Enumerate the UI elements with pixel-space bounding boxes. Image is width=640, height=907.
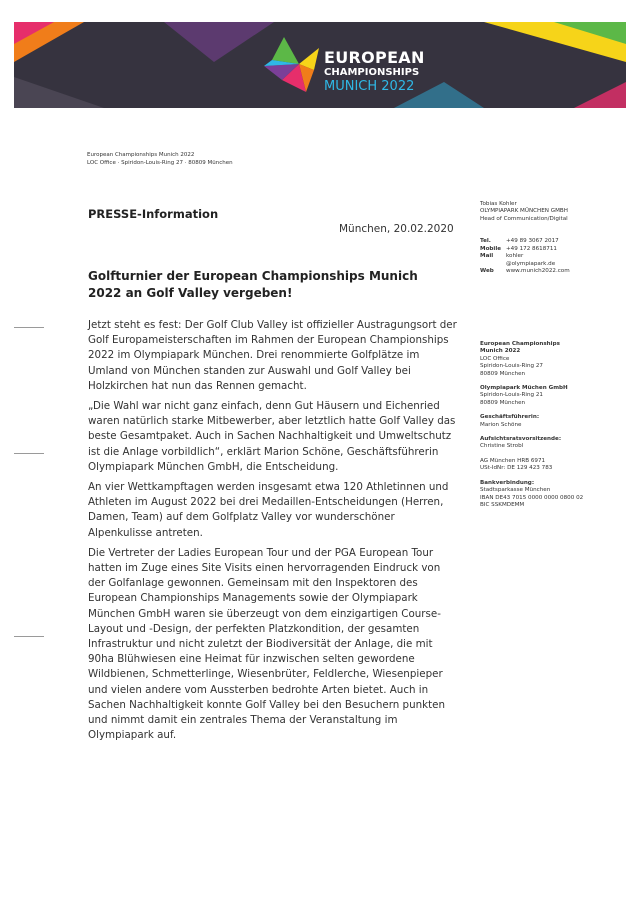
managing-director-label: Geschäftsführerin: bbox=[480, 414, 540, 421]
banner-graphic bbox=[14, 22, 626, 108]
contact-mobile: +49 172 8618711 bbox=[506, 245, 557, 252]
contact-label: Web bbox=[480, 268, 494, 275]
contact-web: www.munich2022.com bbox=[506, 268, 570, 275]
sender-line: European Championships Munich 2022 bbox=[87, 152, 195, 158]
logo-line-munich: MUNICH 2022 bbox=[324, 79, 415, 94]
contact-row bbox=[480, 253, 570, 261]
board-chair-label: Aufsichtsratsvorsitzende: bbox=[480, 436, 562, 443]
hole-punch-mark bbox=[14, 453, 44, 454]
document-label: PRESSE-Information bbox=[88, 207, 219, 221]
org-block bbox=[480, 341, 630, 378]
contact-mail: kohler bbox=[506, 253, 524, 260]
org-address-line: 80809 München bbox=[480, 399, 526, 406]
contact-label: Mobile bbox=[480, 245, 502, 252]
org-name: European Championships bbox=[480, 341, 560, 347]
contact-mail-domain: @olympiapark.de bbox=[506, 260, 556, 267]
contact-label: Tel. bbox=[480, 238, 491, 244]
banner-corner-grey bbox=[14, 77, 104, 108]
contact-label bbox=[480, 261, 506, 269]
logo-line-championships: CHAMPIONSHIPS bbox=[324, 67, 420, 78]
contact-row bbox=[480, 261, 570, 269]
sender-line: LOC Office · Spiridon-Louis-Ring 27 · 80809 München bbox=[87, 159, 233, 166]
contact-phone: +49 89 3067 2017 bbox=[506, 238, 559, 244]
bank-line: IBAN DE43 7015 0000 0000 0800 02 bbox=[480, 494, 584, 501]
fold-mark bbox=[14, 636, 44, 637]
org-block bbox=[480, 385, 630, 407]
org-address-line: LOC Office bbox=[480, 355, 510, 362]
registration-line: USt-IdNr: DE 129 423 783 bbox=[480, 465, 553, 472]
document-date: München, 20.02.2020 bbox=[339, 223, 454, 235]
org-address-line: Spiridon-Louis-Ring 27 bbox=[480, 363, 543, 370]
contact-row bbox=[480, 246, 570, 254]
bank-block bbox=[480, 480, 630, 510]
board-chair-block bbox=[480, 436, 630, 451]
logo-line-european: EUROPEAN bbox=[324, 48, 425, 67]
managing-director-name: Marion Schöne bbox=[480, 421, 522, 428]
press-body bbox=[88, 318, 460, 743]
org-address-line: 80809 München bbox=[480, 370, 526, 377]
bank-label: Bankverbindung: bbox=[480, 479, 535, 486]
body-paragraph: „Die Wahl war nicht ganz einfach, denn Gut Häusern und Eichenried waren natürlich starke Mitbewerber, aber letztlich hatte Golf Valley das beste Gesamtpaket. Auch in Sachen Nachhaltigkeit und Umweltschutz ist die Anlage vorbildlich“, erklärt Marion Schöne, Geschäftsführerin Olympiapark München GmbH, die Entscheidung. bbox=[88, 400, 456, 473]
org-name: Olympiapark Müchen GmbH bbox=[480, 385, 568, 392]
banner-stripe-purple bbox=[164, 22, 274, 62]
registration-block bbox=[480, 458, 630, 473]
championships-star-logo-icon bbox=[264, 37, 319, 92]
contact-details bbox=[480, 238, 570, 276]
company-sidebar bbox=[480, 341, 630, 516]
fold-mark bbox=[14, 327, 44, 328]
contact-label: Mail bbox=[480, 253, 494, 260]
contact-company: OLYMPIAPARK MÜNCHEN GMBH bbox=[480, 208, 568, 215]
body-paragraph: An vier Wettkampftagen werden insgesamt etwa 120 Athletinnen und Athleten im August 2022 bei drei Medaillen-Entscheidungen (Herren, Damen, Team) auf dem Golfplatz Valley vor wunderschöner Alpenkulisse antreten. bbox=[88, 481, 449, 539]
championships-logo-text bbox=[324, 50, 425, 93]
body-paragraph: Die Vertreter der Ladies European Tour und der PGA European Tour hatten im Zuge eines Site Visits einen hervorragenden Eindruck von der Golfanlage gewonnen. Gemeinsam mit den Inspektoren des European Championships Managements sowie der Olympiapark München GmbH waren sie überzeugt von dem einzigartigen Course-Layout und -Design, der perfekten Platzkondition, der gesamten Infrastruktur und nicht zuletzt der Biodiversität der Anlage, die mit 90ha Blühwiesen eine Heimat für inzwischen selten gewordene Wildbienen, Schmetterlinge, Wiesenbrüter, Feldlerche, Wiesenpieper und vielen andere vom Aussterben bedrohte Arten bietet. Auch in Sachen Nachhaltigkeit konnte Golf Valley bei den Besuchern punkten und nimmt damit ein zentrales Thema der Veranstaltung im Olympiapark auf. bbox=[88, 546, 445, 742]
managing-director-block bbox=[480, 414, 630, 429]
header-banner bbox=[14, 22, 626, 108]
registration-line: AG München HRB 6971 bbox=[480, 457, 546, 464]
contact-person bbox=[480, 201, 620, 223]
contact-row bbox=[480, 268, 570, 276]
org-address-line: Spiridon-Louis-Ring 21 bbox=[480, 392, 543, 399]
bank-line: Stadtsparkasse München bbox=[480, 487, 551, 494]
contact-role: Head of Communication/Digital bbox=[480, 215, 568, 222]
org-name: Munich 2022 bbox=[480, 348, 521, 355]
contact-name: Tobias Kohler bbox=[480, 201, 517, 207]
body-paragraph: Jetzt steht es fest: Der Golf Club Valley ist offizieller Austragungsort der Golf Europameisterschaften im Rahmen der European Championships 2022 im Olympiapark München. Drei renommierte Golfplätze im Umland von München standen zur Auswahl und Golf Valley bei Holzkirchen hat nun das Rennen gemacht. bbox=[88, 319, 457, 392]
banner-corner-pink-right bbox=[574, 82, 626, 108]
sender-address bbox=[87, 152, 233, 167]
contact-row bbox=[480, 238, 570, 246]
press-headline: Golfturnier der European Championships Munich 2022 an Golf Valley vergeben! bbox=[88, 269, 418, 300]
board-chair-name: Christine Strobl bbox=[480, 443, 524, 450]
bank-line: BIC SSKMDEMM bbox=[480, 501, 525, 508]
